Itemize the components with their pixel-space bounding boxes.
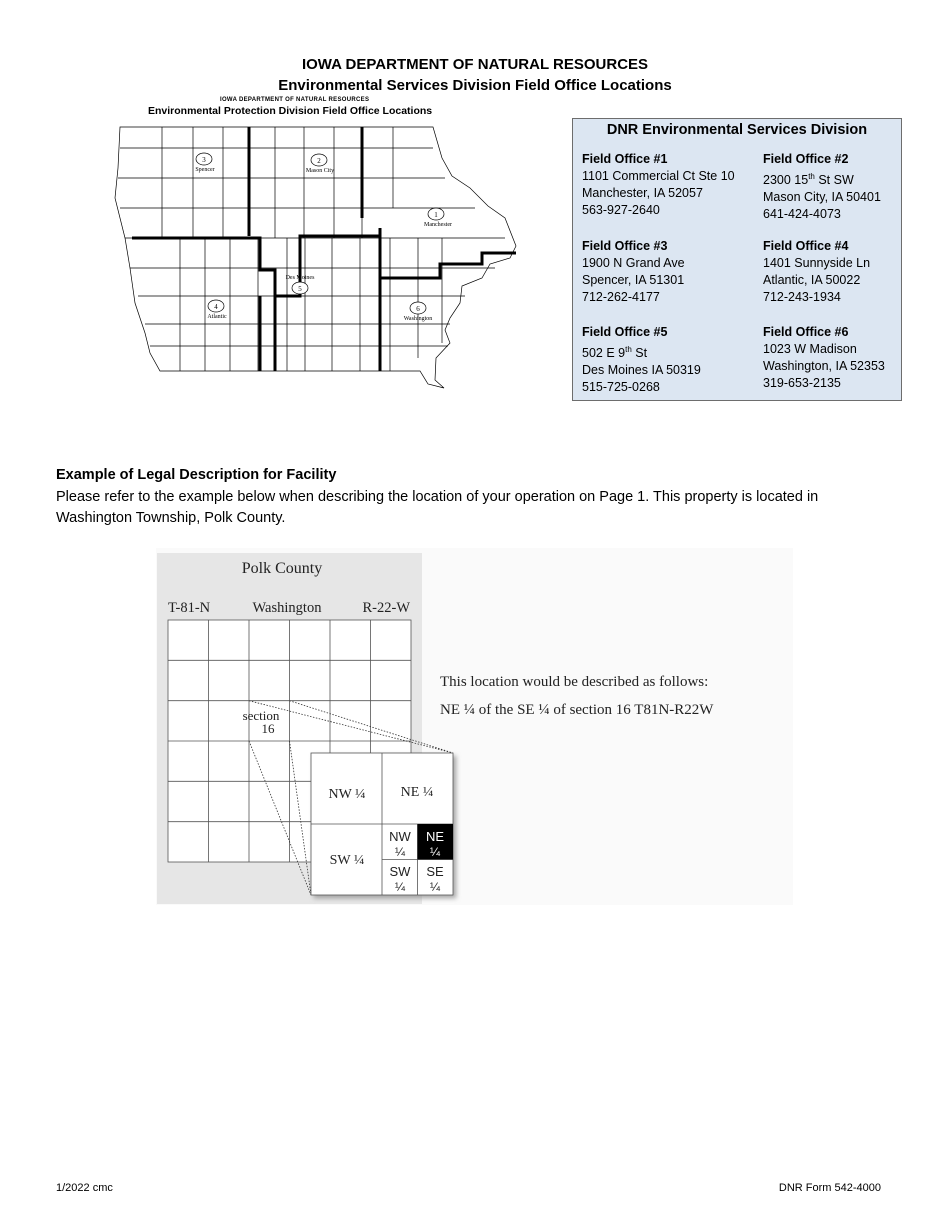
field-office-3: Field Office #3 1900 N Grand Ave Spencer, IA 51301 712-262-4177	[582, 239, 685, 304]
page-subtitle: Environmental Services Division Field Office Locations	[278, 77, 672, 94]
description-line-2: NE ¼ of the SE ¼ of section 16 T81N-R22W	[440, 702, 714, 718]
field-office-2: Field Office #2 2300 15th St SW Mason City, IA 50401 641-424-4073	[763, 152, 881, 222]
quarter-nw-label: NW ¼	[328, 787, 366, 802]
svg-text:Spencer: Spencer	[195, 167, 215, 173]
field-offices-title: DNR Environmental Services Division	[606, 122, 868, 138]
map-office-3-marker	[195, 153, 214, 173]
map-office-2-marker	[306, 154, 334, 174]
footer-date: 1/2022 cmc	[56, 1182, 113, 1194]
range-label: R-22-W	[362, 600, 410, 616]
map-office-6-marker	[404, 302, 433, 322]
svg-text:Washington: Washington	[403, 316, 433, 322]
svg-text:4: 4	[214, 303, 218, 311]
svg-text:¼: ¼	[394, 845, 406, 859]
description-line-1: This location would be described as follows:	[440, 674, 709, 690]
svg-text:3: 3	[202, 156, 206, 164]
svg-text:2: 2	[317, 157, 321, 165]
svg-text:SW: SW	[389, 864, 411, 879]
legal-description-heading: Example of Legal Description for Facility	[56, 467, 337, 483]
township-name: Washington	[252, 600, 322, 616]
legal-description-text: Please refer to the example below when describing the location of your operation on Page 1. This property is located in Washington Township, Polk County.	[56, 489, 819, 526]
section-number: 16	[261, 721, 275, 736]
map-heading-small: IOWA DEPARTMENT OF NATURAL RESOURCES	[220, 97, 370, 103]
quarter-ne-label: NE ¼	[400, 785, 434, 800]
quarter-sw-label: SW ¼	[329, 853, 365, 868]
field-office-1: Field Office #1 1101 Commercial Ct Ste 10 Manchester, IA 52057 563-927-2640	[582, 152, 735, 217]
svg-text:Manchester: Manchester	[424, 222, 452, 228]
svg-text:6: 6	[416, 305, 420, 313]
svg-text:SE: SE	[426, 864, 444, 879]
svg-text:1: 1	[434, 211, 438, 219]
map-office-5-marker	[286, 275, 315, 294]
svg-text:NE: NE	[425, 829, 445, 844]
county-label: Polk County	[241, 560, 323, 577]
svg-text:Des Moines: Des Moines	[285, 275, 315, 281]
svg-text:¼: ¼	[394, 880, 406, 894]
map-office-1-marker	[424, 208, 452, 228]
field-office-5: Field Office #5 502 E 9th St Des Moines IA 50319 515-725-0268	[582, 325, 701, 395]
svg-text:¼: ¼	[429, 880, 441, 894]
footer-form-number: DNR Form 542-4000	[778, 1182, 881, 1194]
map-office-4-marker	[207, 300, 227, 320]
svg-text:5: 5	[298, 285, 302, 293]
svg-text:Mason City: Mason City	[305, 168, 335, 174]
page-title: IOWA DEPARTMENT OF NATURAL RESOURCES	[301, 56, 649, 73]
svg-text:¼: ¼	[429, 845, 441, 859]
township-label: T-81-N	[168, 600, 211, 616]
field-offices-panel	[572, 118, 902, 401]
iowa-field-office-map	[110, 118, 520, 393]
legal-description-figure	[156, 548, 793, 905]
section-label: section	[242, 708, 280, 723]
svg-text:NW: NW	[389, 829, 411, 844]
map-heading: Environmental Protection Division Field Office Locations	[148, 105, 433, 117]
svg-text:Atlantic: Atlantic	[207, 314, 227, 320]
field-office-6: Field Office #6 1023 W Madison Washington, IA 52353 319-653-2135	[763, 325, 885, 390]
field-office-4: Field Office #4 1401 Sunnyside Ln Atlantic, IA 50022 712-243-1934	[763, 239, 871, 304]
